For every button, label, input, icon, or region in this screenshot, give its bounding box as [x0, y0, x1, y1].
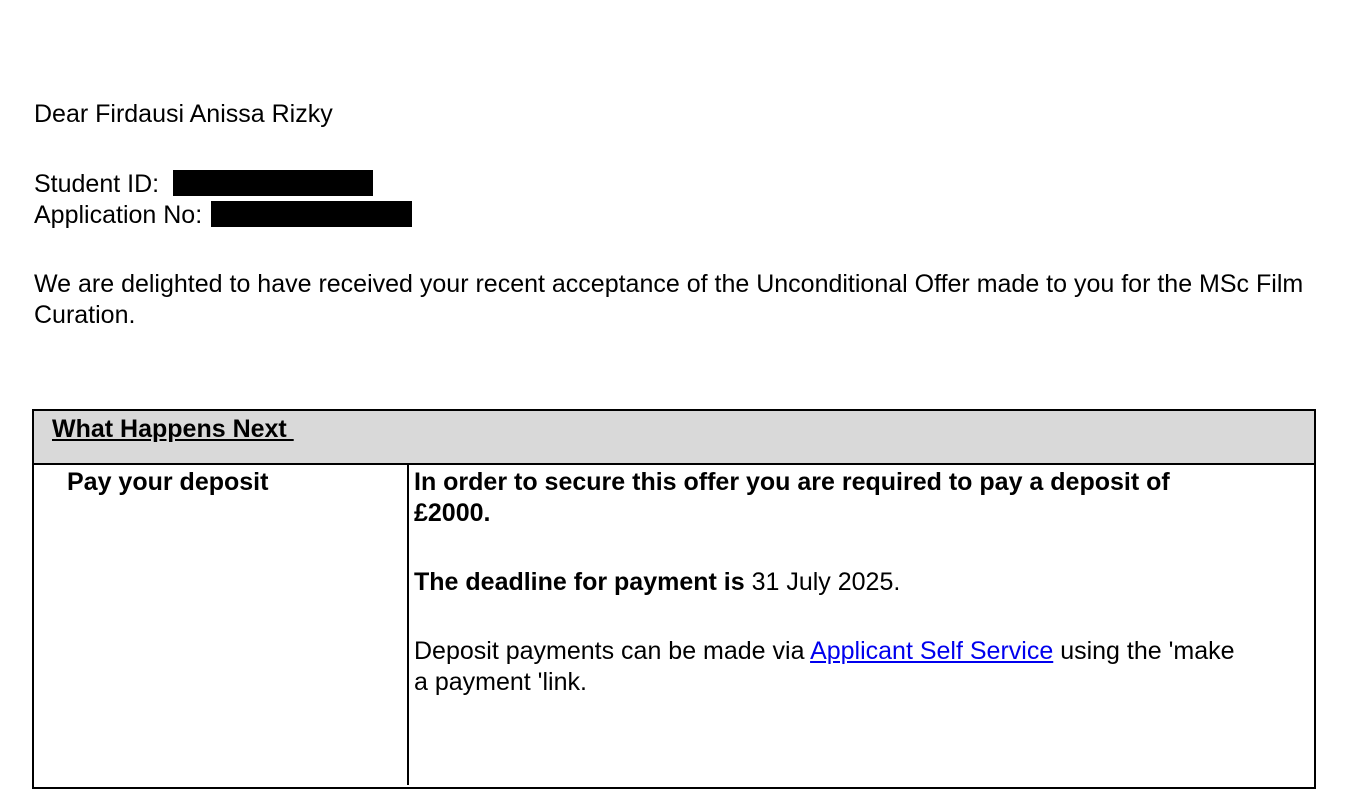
payment-text-after: using the 'make a payment 'link.: [414, 637, 1235, 696]
intro-paragraph: We are delighted to have received your recent acceptance of the Unconditional Offer made to you for the MSc Film Curation.: [34, 270, 1304, 329]
application-no-redaction: [211, 201, 412, 227]
salutation: Dear Firdausi Anissa Rizky: [34, 100, 333, 128]
applicant-self-service-link[interactable]: Applicant Self Service: [810, 637, 1054, 665]
identifier-block: [34, 169, 412, 231]
deadline-paragraph: [414, 567, 1244, 598]
payment-text-before: Deposit payments can be made via: [414, 637, 811, 665]
row-label: Pay your deposit: [67, 468, 269, 496]
student-id-line: [34, 169, 412, 200]
row-content-cell: [414, 467, 1244, 698]
deadline-label: The deadline for payment is: [414, 568, 745, 596]
table-row: [34, 465, 1314, 785]
deposit-requirement: In order to secure this offer you are required to pay a deposit of £2000.: [414, 468, 1170, 527]
row-label-cell: [34, 465, 409, 785]
deadline-value: 31 July 2025.: [744, 568, 901, 596]
table-heading: What Happens Next: [52, 415, 294, 443]
payment-instructions: [414, 636, 1244, 698]
application-no-line: [34, 200, 412, 231]
application-no-label: Application No:: [34, 201, 203, 229]
next-steps-table: [32, 409, 1316, 789]
student-id-label: Student ID:: [34, 170, 160, 198]
table-header: [34, 411, 1314, 465]
student-id-redaction: [173, 170, 373, 196]
